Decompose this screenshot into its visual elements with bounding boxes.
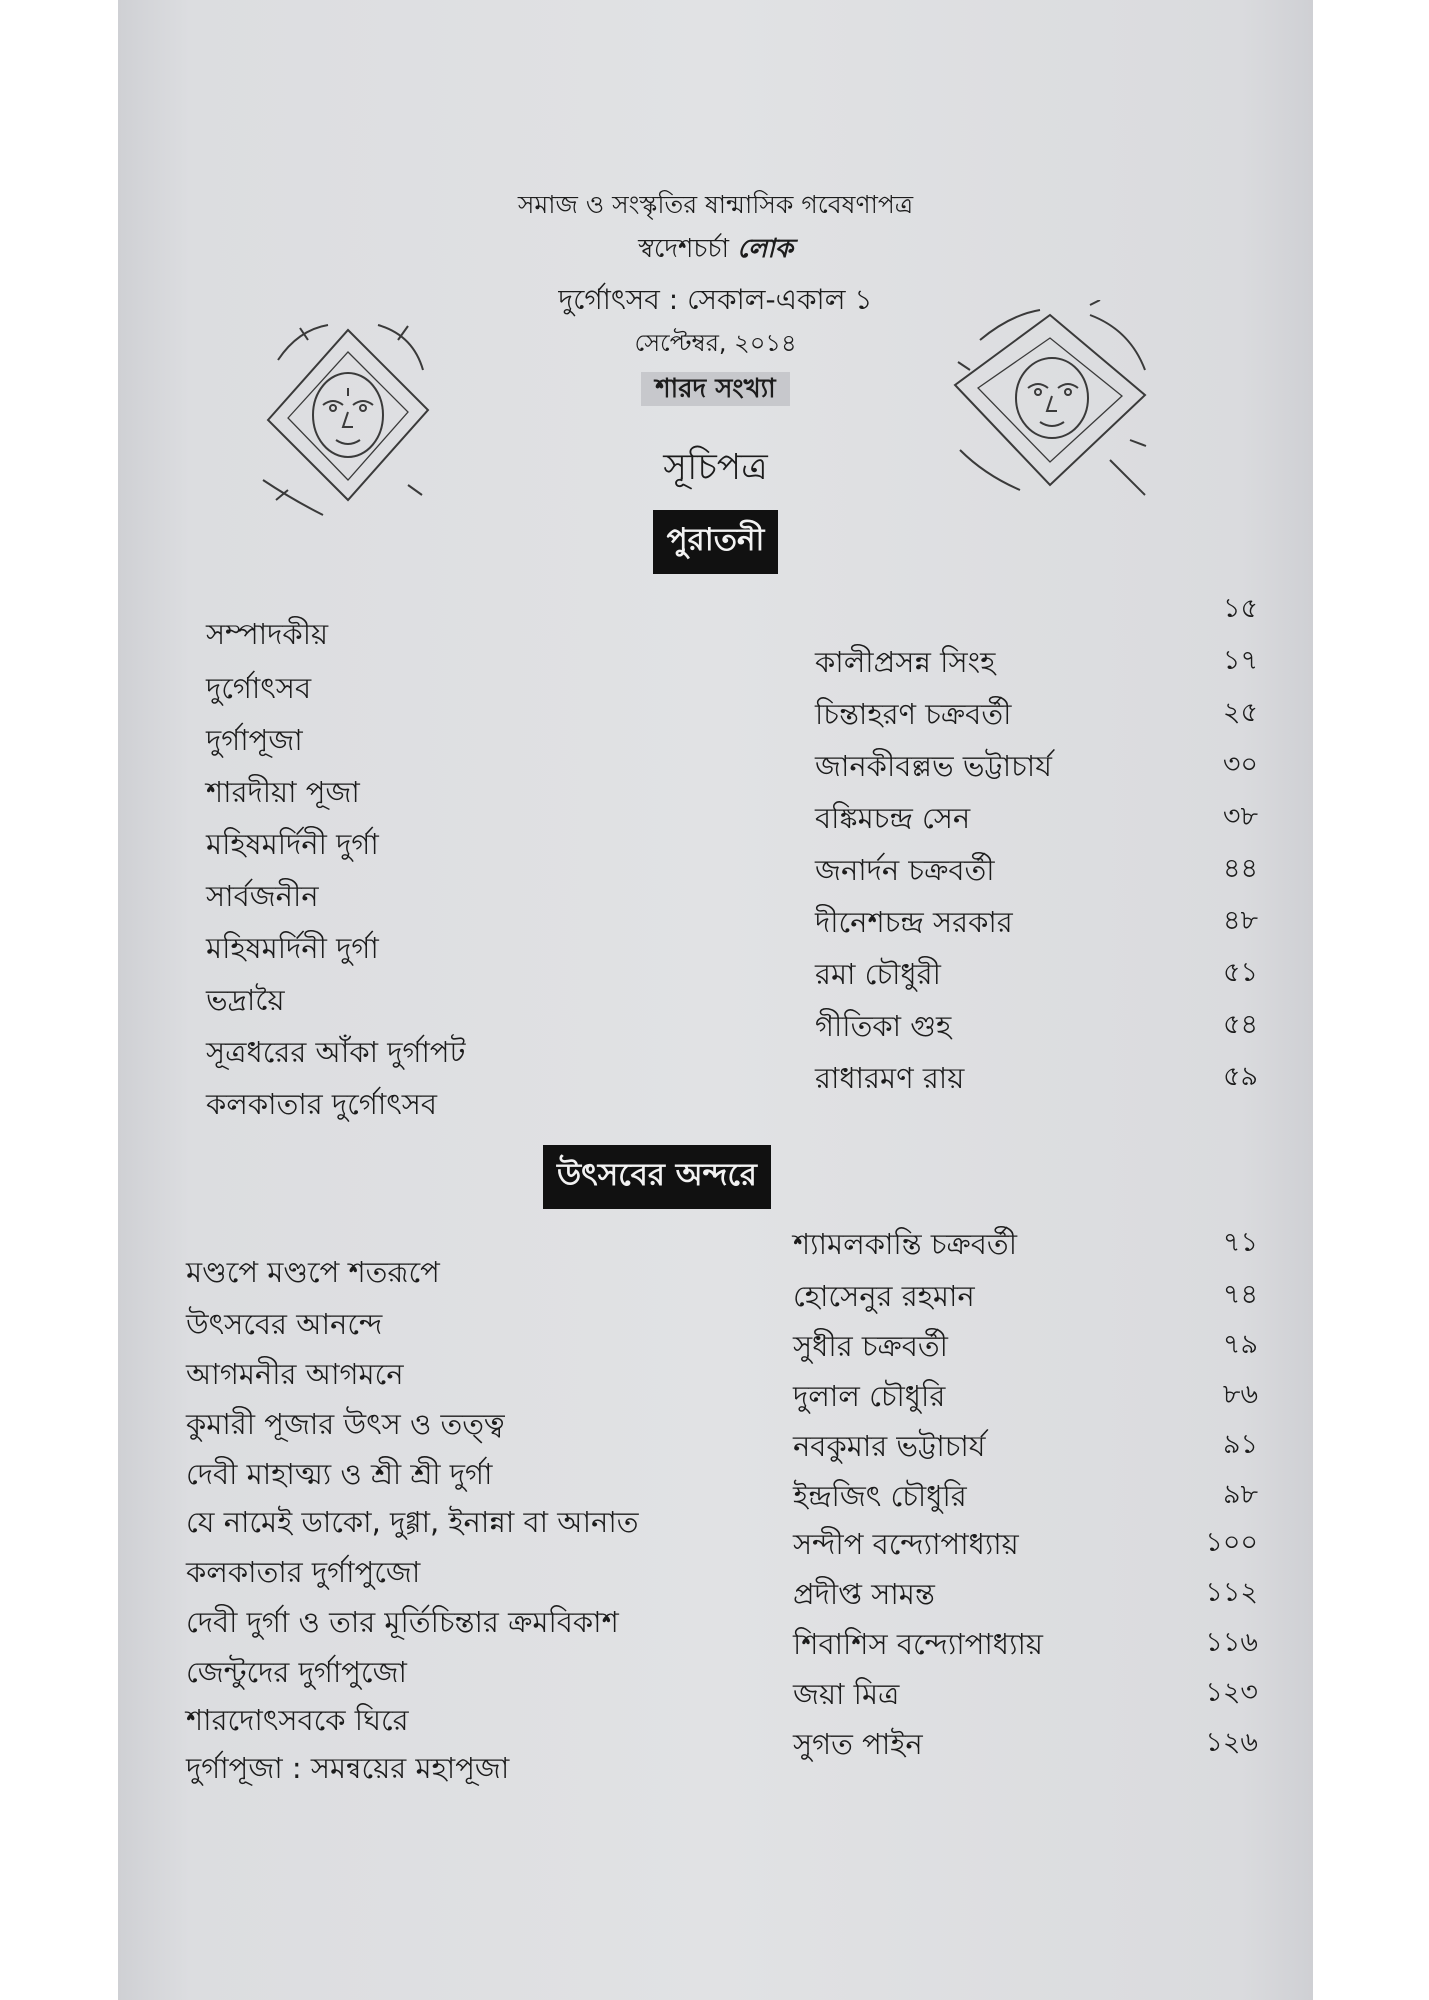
article-author: কালীপ্রসন্ন সিংহ (815, 645, 996, 679)
section-heading-row-2 (543, 1145, 771, 1209)
issue-date: সেপ্টেম্বর, ২০১৪ (634, 329, 797, 357)
article-title: আগমনীর আগমনে (186, 1357, 404, 1391)
article-author: জনার্দন চক্রবর্তী (815, 853, 995, 887)
article-title: কলকাতার দুর্গাপুজো (186, 1555, 421, 1589)
article-title: মণ্ডপে মণ্ডপে শতরূপে (186, 1255, 440, 1289)
page-number: ১১৬ (1205, 1627, 1258, 1658)
section-heading-puratoni: পুরাতনী (653, 510, 779, 574)
journal-name-line (118, 228, 1313, 272)
article-title: দুর্গোৎসব (206, 671, 312, 705)
page-number: ১২৬ (1205, 1727, 1258, 1758)
article-title: কুমারী পূজার উৎস ও তত্ত্ব (186, 1407, 505, 1441)
journal-name: স্বদেশচর্চা (638, 234, 729, 264)
article-title: সম্পাদকীয় (206, 617, 329, 651)
issue-name: শারদ সংখ্যা (641, 372, 789, 406)
article-author: গীতিকা গুহ (815, 1009, 952, 1043)
article-title: দুর্গাপূজা : সমন্বয়ের মহাপূজা (186, 1751, 510, 1785)
document-page (118, 0, 1313, 2000)
article-author: নবকুমার ভট্টাচার্য (793, 1429, 986, 1463)
page-number: ১১২ (1205, 1577, 1258, 1608)
issue-title: দুর্গোৎসব : সেকাল-একাল ১ (558, 283, 873, 316)
article-author: সন্দীপ বন্দ্যোপাধ্যায় (793, 1527, 1019, 1561)
page-number: ৪৮ (1222, 905, 1258, 936)
article-title: সার্বজনীন (206, 879, 319, 913)
article-title: দেবী মাহাত্ম্য ও শ্রী শ্রী দুর্গা (186, 1457, 493, 1491)
page-number: ৭৪ (1222, 1279, 1258, 1310)
article-author: জানকীবল্লভ ভট্টাচার্য (815, 749, 1052, 783)
article-author: চিন্তাহরণ চক্রবর্তী (815, 697, 1012, 731)
article-title: ভদ্রায়ৈ (206, 983, 285, 1017)
page-number: ৫১ (1222, 957, 1258, 988)
page-number: ৭১ (1222, 1227, 1258, 1258)
article-author: সুগত পাইন (793, 1727, 923, 1761)
article-author: দীনেশচন্দ্র সরকার (815, 905, 1013, 939)
article-author: শিবাশিস বন্দ্যোপাধ্যায় (793, 1627, 1043, 1661)
article-author: দুলাল চৌধুরি (793, 1379, 946, 1413)
page-number: ১০০ (1205, 1527, 1258, 1558)
page-number: ৯৮ (1222, 1479, 1258, 1510)
page-number: ৩০ (1222, 749, 1258, 780)
toc-title: সূচিপত্র (663, 447, 768, 488)
article-title: যে নামেই ডাকো, দুগ্গা, ইনান্না বা আনাত (186, 1505, 639, 1539)
page-number: ৪৪ (1222, 853, 1258, 884)
article-author: সুধীর চক্রবর্তী (793, 1329, 948, 1363)
article-title: মহিষমর্দিনী দুর্গা (206, 931, 379, 965)
journal-logo: লোক (737, 234, 793, 264)
article-title: শারদোৎসবকে ঘিরে (186, 1703, 409, 1737)
article-author: শ্যামলকান্তি চক্রবর্তী (793, 1227, 1017, 1261)
article-title: সূত্রধরের আঁকা দুর্গাপট (206, 1035, 466, 1069)
article-title: দুর্গাপূজা (206, 723, 303, 757)
section-heading-row-1 (118, 510, 1313, 574)
article-title: মহিষমর্দিনী দুর্গা (206, 827, 379, 861)
page-number: ৭৯ (1222, 1329, 1258, 1360)
issue-name-row (118, 368, 1313, 412)
journal-subtitle: সমাজ ও সংস্কৃতির ষান্মাসিক গবেষণাপত্র (517, 190, 914, 219)
article-author: জয়া মিত্র (793, 1677, 900, 1711)
article-title: দেবী দুর্গা ও তার মূর্তিচিন্তার ক্রমবিকাশ (186, 1605, 619, 1639)
article-author: বঙ্কিমচন্দ্র সেন (815, 801, 971, 835)
article-title: শারদীয়া পূজা (206, 775, 360, 809)
page-number: ১২৩ (1205, 1677, 1258, 1708)
page-number: ৫৪ (1222, 1009, 1258, 1040)
article-author: রমা চৌধুরী (815, 957, 941, 991)
article-author: হোসেনুর রহমান (793, 1279, 975, 1313)
page-number: ৫৯ (1222, 1061, 1258, 1092)
article-author: ইন্দ্রজিৎ চৌধুরি (793, 1479, 967, 1513)
article-title: উৎসবের আনন্দে (186, 1307, 383, 1341)
article-title: জেন্টুদের দুর্গাপুজো (186, 1655, 407, 1689)
page-number: ৮৬ (1222, 1379, 1258, 1410)
page-number: ১৭ (1222, 645, 1258, 676)
article-title: কলকাতার দুর্গোৎসব (206, 1087, 438, 1121)
page-number: ৩৮ (1222, 801, 1258, 832)
page-number: ৯১ (1222, 1429, 1258, 1460)
article-author: প্রদীপ্ত সামন্ত (793, 1577, 935, 1611)
section-heading-utsaber-andare: উৎসবের অন্দরে (543, 1145, 771, 1209)
page-number: ২৫ (1222, 697, 1258, 728)
article-author: রাধারমণ রায় (815, 1061, 965, 1095)
page-number: ১৫ (1222, 593, 1258, 624)
